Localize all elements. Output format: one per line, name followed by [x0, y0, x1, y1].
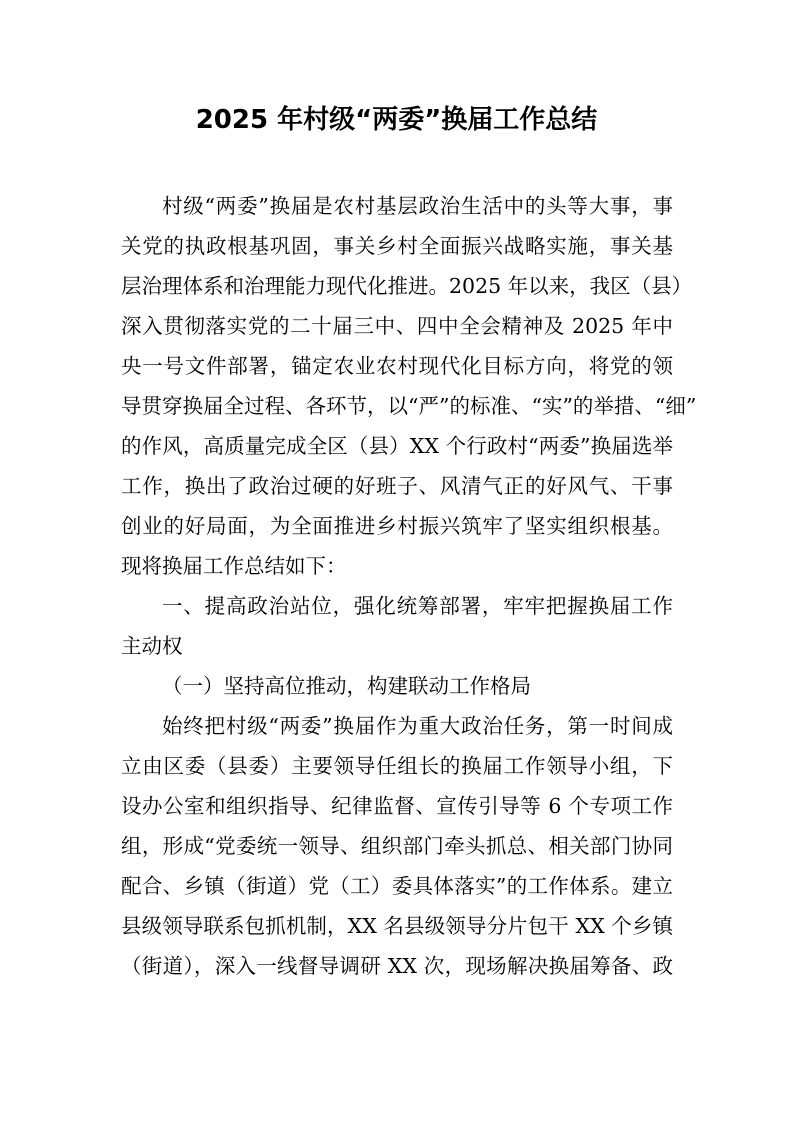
document-body: [121, 186, 697, 986]
paragraph-line: 央一号文件部署，锚定农业农村现代化目标方向，将党的领: [121, 354, 673, 378]
paragraph-line: （街道），深入一线督导调研 XX 次，现场解决换届筹备、政: [121, 954, 673, 978]
paragraph-line: 组，形成“党委统一领导、组织部门牵头抓总、相关部门协同: [121, 834, 673, 858]
paragraph-line: 配合、乡镇（街道）党（工）委具体落实”的工作体系。建立: [121, 874, 673, 898]
paragraph-line: 层治理体系和治理能力现代化推进。2025 年以来，我区（县）: [121, 274, 693, 298]
paragraph-line: 工作，换出了政治过硬的好班子、风清气正的好风气、干事: [121, 474, 673, 498]
paragraph-line: 现将换届工作总结如下：: [121, 554, 347, 578]
document-title: 2025 年村级“两委”换届工作总结: [195, 105, 598, 135]
paragraph-line: 的作风，高质量完成全区（县）XX 个行政村“两委”换届选举: [121, 434, 673, 458]
paragraph-line: 导贯穿换届全过程、各环节，以“严”的标准、“实”的举措、“细”: [121, 394, 697, 418]
section-heading-line: 主动权: [121, 634, 183, 658]
paragraph-line: 县级领导联系包抓机制，XX 名县级领导分片包干 XX 个乡镇: [121, 914, 673, 938]
paragraph-line: 村级“两委”换届是农村基层政治生活中的头等大事，事: [162, 194, 673, 218]
section-heading-line: 一、提高政治站位，强化统筹部署，牢牢把握换届工作: [162, 594, 673, 618]
subsection-heading: （一）坚持高位推动，构建联动工作格局: [162, 674, 531, 698]
paragraph-line: 关党的执政根基巩固，事关乡村全面振兴战略实施，事关基: [121, 234, 673, 258]
paragraph-line: 创业的好局面，为全面推进乡村振兴筑牢了坚实组织根基。: [121, 514, 673, 538]
paragraph-line: 立由区委（县委）主要领导任组长的换届工作领导小组，下: [121, 754, 673, 778]
paragraph-line: 设办公室和组织指导、纪律监督、宣传引导等 6 个专项工作: [121, 794, 673, 818]
paragraph-line: 始终把村级“两委”换届作为重大政治任务，第一时间成: [162, 714, 673, 738]
paragraph-line: 深入贯彻落实党的二十届三中、四中全会精神及 2025 年中: [121, 314, 673, 338]
